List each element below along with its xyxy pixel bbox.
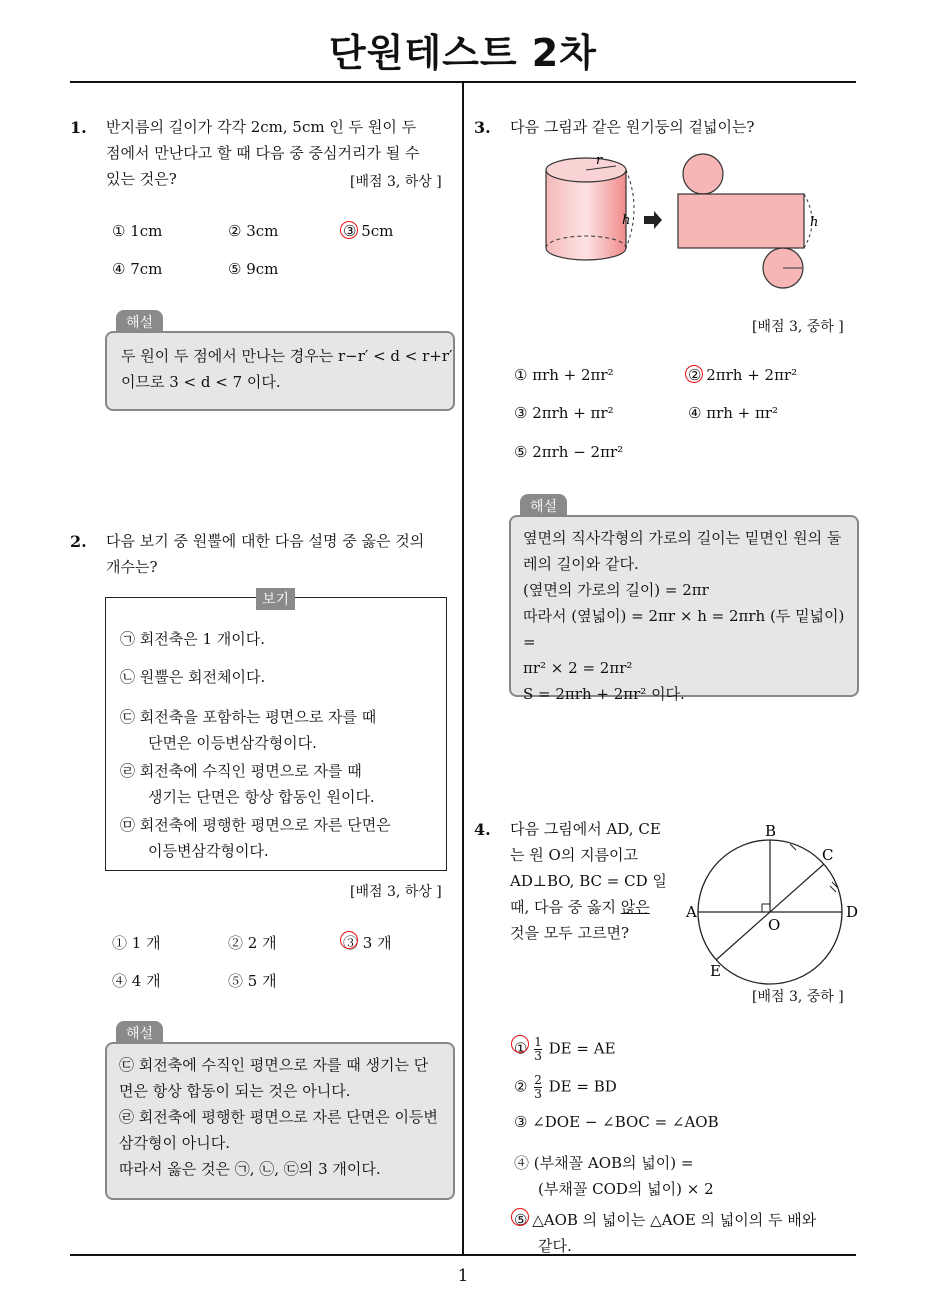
- explanation-tag: 해설: [520, 494, 567, 518]
- point-label: E: [710, 962, 721, 980]
- bogi-item: ㉡ 원뿔은 회전체이다.: [120, 668, 266, 686]
- explanation-line: ㉣ 회전축에 평행한 평면으로 자른 단면은 이등변: [119, 1108, 438, 1126]
- point-label: C: [822, 846, 834, 864]
- answer-mark-icon: [511, 1035, 529, 1053]
- bogi-item: 이등변삼각형이다.: [148, 842, 269, 860]
- question-text-line: 점에서 만난다고 할 때 다음 중 중심거리가 될 수: [106, 144, 420, 162]
- answer-mark-icon: [511, 1208, 529, 1226]
- explanation-box: [105, 331, 455, 411]
- score-label: [배점 3, 하상 ]: [350, 884, 442, 900]
- bogi-item: ㉠ 회전축은 1 개이다.: [120, 630, 266, 648]
- question-number: 2.: [70, 532, 87, 551]
- height-label: h: [810, 215, 819, 230]
- question-number: 4.: [474, 820, 491, 839]
- choice-4[interactable]: ④ 4 개: [112, 972, 161, 990]
- column-divider: [462, 83, 464, 1255]
- choice-3[interactable]: [343, 932, 392, 953]
- explanation-tag: 해설: [116, 1021, 163, 1045]
- choice-3[interactable]: [343, 222, 393, 240]
- choice-2[interactable]: ② 3cm: [228, 222, 279, 240]
- circle-figure: [680, 820, 860, 985]
- choice-text: DE = AE: [548, 1039, 616, 1058]
- choice-1[interactable]: ① 1 개: [112, 934, 161, 952]
- choice-text: ⑤ △AOB 의 넓이는 △AOE 의 넓이의 두 배와: [514, 1211, 817, 1229]
- choice-number: ②: [514, 1077, 528, 1096]
- choice-1[interactable]: [514, 1036, 616, 1063]
- choice-text: DE = BD: [548, 1077, 617, 1096]
- choice-5[interactable]: ⑤ 9cm: [228, 260, 279, 278]
- explanation-box: [105, 1042, 455, 1200]
- fraction-numerator: 2: [534, 1073, 542, 1087]
- question-text-line: 반지름의 길이가 각각 2cm, 5cm 인 두 원이 두: [106, 118, 417, 136]
- explanation-line: 따라서 옳은 것은 ㉠, ㉡, ㉢의 3 개이다.: [119, 1160, 381, 1178]
- explanation-line: 레의 길이와 같다.: [523, 555, 639, 573]
- question-text-line: 다음 보기 중 원뿔에 대한 다음 설명 중 옳은 것의: [106, 532, 425, 550]
- question-text-line: 다음 그림과 같은 원기둥의 겉넓이는?: [510, 118, 755, 136]
- fraction-numerator: 1: [534, 1035, 542, 1049]
- choice-5-line2: 같다.: [538, 1237, 572, 1255]
- choice-2[interactable]: ② 2 개: [228, 934, 277, 952]
- choice-2[interactable]: [514, 1074, 617, 1101]
- choice-1[interactable]: ① πrh + 2πr²: [514, 366, 614, 384]
- explanation-tag: 해설: [116, 310, 163, 334]
- fraction-denominator: 3: [534, 1087, 542, 1101]
- radius-label: r: [596, 153, 603, 168]
- arrow-right-icon: [644, 211, 662, 229]
- point-label: A: [686, 903, 697, 921]
- bogi-item: ㉤ 회전축에 평행한 평면으로 자른 단면은: [120, 816, 391, 834]
- point-label: B: [765, 822, 777, 840]
- answer-mark-icon: [685, 365, 703, 383]
- explanation-line: 이므로 3 < d < 7 이다.: [121, 373, 281, 391]
- bogi-item: ㉣ 회전축에 수직인 평면으로 자를 때: [120, 762, 362, 780]
- score-label: [배점 3, 하상 ]: [350, 174, 442, 190]
- footer-rule: [70, 1254, 856, 1256]
- choice-text: ③ 3 개: [343, 934, 392, 952]
- choice-number: ①: [514, 1039, 528, 1058]
- answer-mark-icon: [340, 221, 358, 239]
- question-text-line: 는 원 O의 지름이고: [510, 846, 639, 864]
- bogi-item: 생기는 단면은 항상 합동인 원이다.: [148, 788, 375, 806]
- choice-text: ③ 5cm: [343, 222, 394, 240]
- explanation-line: 면은 항상 합동이 되는 것은 아니다.: [119, 1082, 351, 1100]
- question-text-line: 때, 다음 중 옳지 않은: [510, 898, 650, 916]
- fraction-denominator: 3: [534, 1049, 542, 1063]
- question-text-line: 개수는?: [106, 558, 158, 576]
- bogi-item: 단면은 이등변삼각형이다.: [148, 734, 317, 752]
- question-number: 1.: [70, 118, 87, 137]
- answer-mark-icon: [340, 931, 358, 949]
- score-label: [배점 3, 중하 ]: [752, 989, 844, 1005]
- choice-text: ② 2πrh + 2πr²: [688, 366, 798, 384]
- explanation-box: [509, 515, 859, 703]
- bogi-item: ㉢ 회전축을 포함하는 평면으로 자를 때: [120, 708, 377, 726]
- choice-4[interactable]: ④ πrh + πr²: [688, 404, 779, 422]
- bogi-tag: 보기: [256, 588, 295, 610]
- choice-1[interactable]: ① 1cm: [112, 222, 163, 240]
- choice-5[interactable]: [514, 1209, 816, 1230]
- choice-2[interactable]: [688, 366, 797, 384]
- explanation-line: πr² × 2 = 2πr²: [523, 659, 633, 677]
- choice-4[interactable]: ④ 7cm: [112, 260, 163, 278]
- explanation-line: S = 2πrh + 2πr² 이다.: [523, 685, 685, 703]
- question-text-line: AD⊥BO, BC = CD 일: [510, 872, 667, 890]
- score-label: [배점 3, 중하 ]: [752, 319, 844, 335]
- choice-3[interactable]: ③ 2πrh + πr²: [514, 404, 614, 422]
- question-text-line: 있는 것은?: [106, 170, 177, 188]
- explanation-line: ㉢ 회전축에 수직인 평면으로 자를 때 생기는 단: [119, 1056, 429, 1074]
- height-label: h: [622, 213, 631, 228]
- explanation-line: 두 원이 두 점에서 만나는 경우는 r−r′ < d < r+r′: [121, 347, 453, 365]
- explanation-line: 따라서 (옆넓이) = 2πr × h = 2πrh (두 밑넓이) =: [523, 607, 845, 651]
- choice-5[interactable]: ⑤ 2πrh − 2πr²: [514, 443, 624, 461]
- explanation-line: 옆면의 직사각형의 가로의 길이는 밑면인 원의 둘: [523, 529, 842, 547]
- point-label: D: [846, 903, 859, 921]
- cylinder-figure: [530, 148, 830, 296]
- page-title: 단원테스트 2차: [329, 31, 597, 75]
- choice-4-line1[interactable]: ④ (부채꼴 AOB의 넓이) =: [514, 1154, 694, 1172]
- choice-5[interactable]: ⑤ 5 개: [228, 972, 277, 990]
- explanation-line: 삼각형이 아니다.: [119, 1134, 230, 1152]
- question-text-line: 다음 그림에서 AD, CE: [510, 820, 661, 838]
- question-number: 3.: [474, 118, 491, 137]
- explanation-line: (옆면의 가로의 길이) = 2πr: [523, 581, 709, 599]
- point-label: O: [768, 916, 781, 934]
- page-number: 1: [457, 1266, 469, 1286]
- question-text-line: 것을 모두 고르면?: [510, 924, 630, 942]
- choice-3[interactable]: ③ ∠DOE − ∠BOC = ∠AOB: [514, 1113, 719, 1131]
- choice-4-line2: (부채꼴 COD의 넓이) × 2: [538, 1180, 714, 1198]
